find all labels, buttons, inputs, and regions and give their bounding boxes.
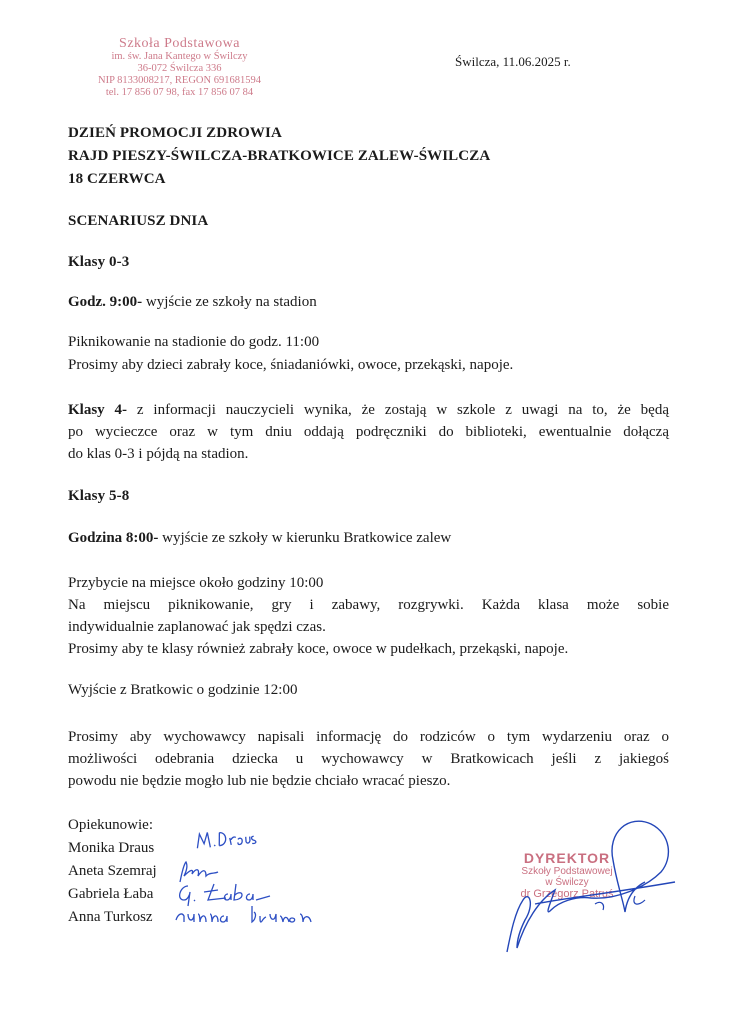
group3-line-4: Prosimy aby te klasy również zabrały koce, owoce w pudełkach, przekąski, napoje. — [68, 641, 569, 657]
signature-draus — [193, 824, 265, 860]
group2-line-2: po wycieczce oraz w tym dniu oddają podręczniki do biblioteki, ewentualnie dołączą — [68, 424, 669, 440]
notice-line-1: Prosimy aby wychowawcy napisali informację do rodziców o tym wydarzeniu oraz o — [68, 729, 669, 745]
group3-line-3: indywidualnie zaplanować jak spędzi czas. — [68, 619, 326, 635]
group2-label: Klasy 4- — [68, 402, 128, 418]
group2-line-1: z informacji nauczycieli wynika, że zostają w szkole z uwagi na to, że będą — [127, 402, 670, 418]
notice-paragraph — [68, 726, 669, 792]
director-stamp-name: dr Grzegorz Patruś — [520, 888, 614, 900]
notice-line-2: możliwości odebrania dziecka u wychowawcy w Bratkowicach jeśli z jakiegoś — [68, 751, 669, 767]
stamp-line-5: tel. 17 856 07 98, fax 17 856 07 84 — [105, 87, 254, 98]
school-stamp — [72, 36, 287, 99]
group3-line-1: Przybycie na miejsce około godziny 10:00 — [68, 575, 324, 591]
title-line-1: DZIEŃ PROMOCJI ZDROWIA — [68, 125, 282, 141]
group3-time — [68, 530, 451, 547]
guardians-label: Opiekunowie: — [68, 817, 153, 833]
guardian-name-2: Aneta Szemraj — [68, 863, 157, 879]
stamp-line-4: NIP 8133008217, REGON 691681594 — [98, 75, 261, 86]
signature-draus-drawing — [193, 824, 265, 855]
stamp-line-1: Szkoła Podstawowa — [119, 36, 240, 51]
director-signature — [495, 812, 685, 962]
group1-heading: Klasy 0-3 — [68, 254, 130, 270]
guardian-name-4: Anna Turkosz — [68, 909, 153, 925]
group1-line-1: Piknikowanie na stadionie do godz. 11:00 — [68, 334, 320, 350]
group1-time-text: wyjście ze szkoły na stadion — [142, 294, 317, 310]
signature-turkosz-drawing — [172, 902, 322, 928]
guardian-name-3: Gabriela Łaba — [68, 886, 154, 902]
guardian-name-1: Monika Draus — [68, 840, 155, 856]
group3-line-2: Na miejscu piknikowanie, gry i zabawy, rozgrywki. Każda klasa może sobie — [68, 597, 669, 613]
document-date: Świlcza, 11.06.2025 r. — [455, 54, 571, 69]
group1-time — [68, 294, 317, 311]
group2-line-3: do klas 0-3 i pójdą na stadion. — [68, 446, 249, 462]
stamp-line-2: im. św. Jana Kantego w Świlczy — [111, 51, 248, 62]
scenario-heading: SCENARIUSZ DNIA — [68, 213, 209, 229]
title-line-2: RAJD PIESZY-ŚWILCZA-BRATKOWICE ZALEW-ŚWILCZA — [68, 148, 491, 164]
group3-time-text: wyjście ze szkoły w kierunku Bratkowice zalew — [158, 530, 452, 546]
signature-turkosz — [172, 902, 322, 932]
group3-heading: Klasy 5-8 — [68, 488, 130, 504]
stamp-line-3: 36-072 Świlcza 336 — [137, 63, 222, 74]
notice-line-3: powodu nie będzie mogło lub nie będzie chciało wracać pieszo. — [68, 773, 451, 789]
title-line-3: 18 CZERWCA — [68, 171, 166, 187]
group3-paragraph — [68, 572, 669, 660]
group1-line-2: Prosimy aby dzieci zabrały koce, śniadaniówki, owoce, przekąski, napoje. — [68, 357, 514, 373]
group2-paragraph — [68, 399, 669, 465]
group3-departure: Wyjście z Bratkowic o godzinie 12:00 — [68, 682, 298, 698]
group1-time-label: Godz. 9:00- — [68, 294, 143, 310]
director-stamp-line-1: Szkoły Podstawowej — [521, 866, 613, 877]
director-stamp-line-2: w Świlczy — [545, 877, 589, 888]
group3-time-label: Godzina 8:00- — [68, 530, 159, 546]
director-stamp-title: DYREKTOR — [523, 850, 611, 866]
